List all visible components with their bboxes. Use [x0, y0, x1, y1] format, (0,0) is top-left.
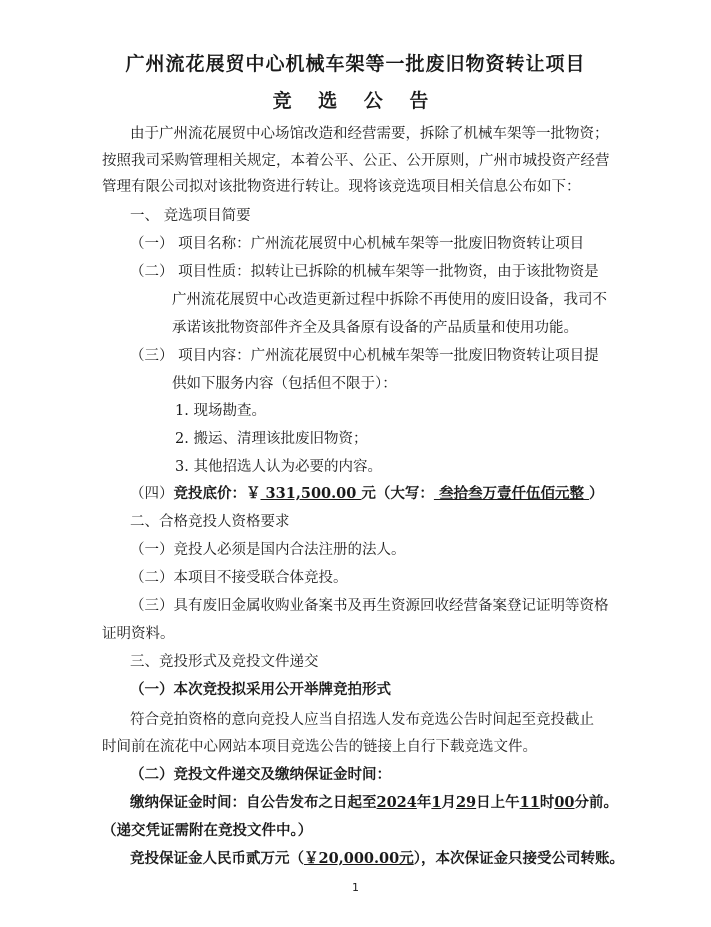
section-3-heading: 三、竞投形式及竞投文件递交: [130, 654, 319, 670]
deposit-year-unit: 年: [416, 794, 432, 811]
base-price-line: [130, 484, 604, 504]
base-price-amount: 331,500.00: [260, 485, 362, 502]
service-item: 3. 其他招选人认为必要的内容。: [175, 459, 382, 475]
base-price-suffix: ）: [589, 485, 604, 502]
page-number: 1: [352, 881, 359, 894]
bond-amount: ￥20,000.00元: [304, 850, 414, 867]
deposit-deadline-line: [130, 793, 618, 813]
deposit-day-unit: 日上午: [476, 794, 520, 811]
deposit-month: 1: [431, 794, 442, 811]
base-price-label: 竞投底价：￥: [173, 485, 261, 502]
base-price-prefix: （四）: [130, 486, 174, 502]
bond-note: ），本次保证金只接受公司转账。: [413, 850, 624, 867]
project-nature-line-1: （二） 项目性质：拟转让已拆除的机械车架等一批物资，由于该批物资是: [130, 264, 599, 280]
section-1-heading: 一、 竞选项目简要: [130, 208, 251, 224]
service-item: 1. 现场勘查。: [175, 403, 266, 419]
base-price-words: 叁拾叁万壹仟伍佰元整: [433, 485, 590, 502]
project-nature-line-2: 广州流花展贸中心改造更新过程中拆除不再使用的废旧设备，我司不: [172, 292, 607, 308]
bidding-paragraph-line-1: 符合竞拍资格的意向竞投人应当自招选人发布竞选公告时间起至竞投截止: [130, 712, 594, 728]
service-item: 2. 搬运、清理该批废旧物资；: [175, 431, 368, 447]
intro-line-2: 按照我司采购管理相关规定，本着公平、公正、公开原则，广州市城投资产经营: [102, 153, 610, 169]
bond-label: 竞投保证金人民币贰万元（: [130, 850, 304, 867]
deposit-day: 29: [455, 794, 477, 811]
intro-line-1: 由于广州流花展贸中心场馆改造和经营需要，拆除了机械车架等一批物资；: [130, 126, 609, 142]
intro-line-3: 管理有限公司拟对该批物资进行转让。现将该竞选项目相关信息公布如下：: [102, 179, 581, 195]
base-price-words-label: 元（大写：: [361, 485, 434, 502]
project-content-line-1: （三） 项目内容：广州流花展贸中心机械车架等一批废旧物资转让项目提: [130, 348, 599, 364]
deposit-minute: 00: [554, 794, 575, 811]
deposit-hour-unit: 时: [539, 794, 555, 811]
bond-line: [130, 849, 624, 869]
requirement-item-line-2: 证明资料。: [102, 626, 175, 642]
deposit-minute-unit: 分前。: [574, 794, 619, 811]
deposit-deadline-label: 缴纳保证金时间：自公告发布之日起至: [130, 794, 377, 811]
bidding-paragraph-line-2: 时间前在流花中心网站本项目竞选公告的链接上自行下载竞选文件。: [102, 739, 537, 755]
requirement-item: （一）竞投人必须是国内合法注册的法人。: [130, 542, 406, 558]
deposit-note: （递交凭证需附在竞投文件中。）: [102, 822, 313, 839]
document-subtitle: 竞 选 公 告: [272, 90, 439, 112]
requirement-item-line-1: （三）具有废旧金属收购业备案书及再生资源回收经营备案登记证明等资格: [130, 598, 609, 614]
section-2-heading: 二、合格竞投人资格要求: [130, 514, 290, 530]
document-title: 广州流花展贸中心机械车架等一批废旧物资转让项目: [125, 53, 586, 75]
deposit-subheading: （二）竞投文件递交及缴纳保证金时间：: [130, 766, 391, 783]
deposit-year: 2024: [376, 794, 417, 811]
project-nature-line-3: 承诺该批物资部件齐全及具备原有设备的产品质量和使用功能。: [172, 320, 578, 336]
requirement-item: （二）本项目不接受联合体竞投。: [130, 570, 348, 586]
project-content-line-2: 供如下服务内容（包括但不限于）：: [172, 376, 397, 392]
bidding-form-subheading: （一）本次竞投拟采用公开举牌竞拍形式: [130, 681, 391, 698]
project-name-item: （一） 项目名称：广州流花展贸中心机械车架等一批废旧物资转让项目: [130, 236, 585, 252]
deposit-hour: 11: [519, 794, 540, 811]
deposit-month-unit: 月: [441, 794, 456, 811]
